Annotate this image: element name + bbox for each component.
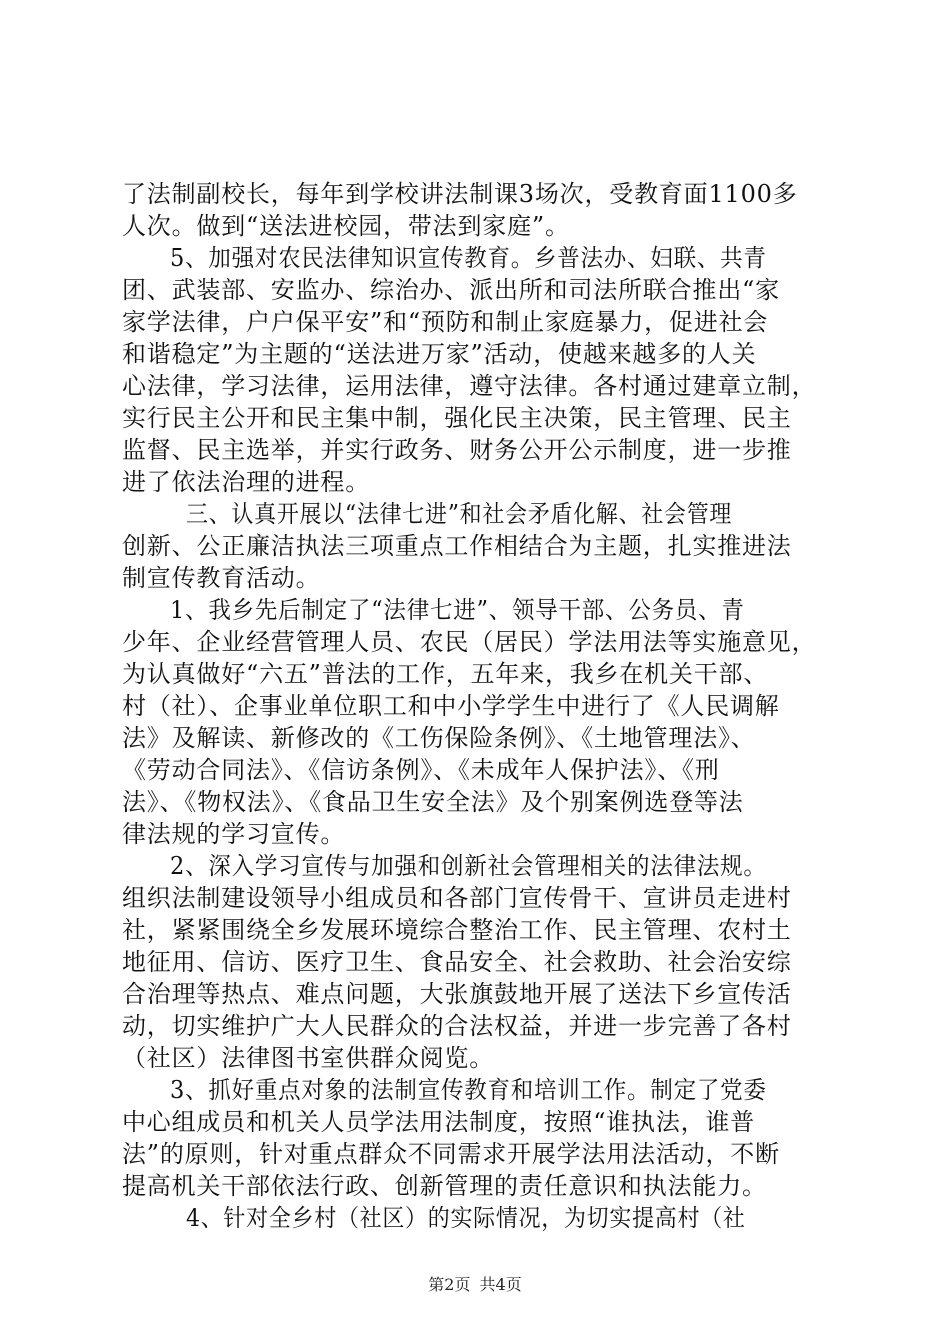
text-line: 制宣传教育活动。 xyxy=(122,564,321,592)
text-line: 团、武装部、安监办、综治办、派出所和司法所联合推出“家 xyxy=(122,276,780,304)
text-line: 为认真做好“六五”普法的工作，五年来，我乡在机关干部、 xyxy=(122,660,769,688)
text-line: 三、认真开展以“法律七进”和社会矛盾化解、社会管理 xyxy=(186,500,733,528)
text-line: 和谐稳定”为主题的“送法进万家”活动，使越来越多的人关 xyxy=(122,340,757,368)
text-line: 提高机关干部依法行政、创新管理的责任意识和执法能力。 xyxy=(122,1172,767,1200)
text-line: 合治理等热点、难点问题，大张旗鼓地开展了送法下乡宣传活 xyxy=(122,980,792,1008)
text-line: 1、我乡先后制定了“法律七进”、领导干部、公务员、青 xyxy=(170,596,745,624)
text-line: 了法制副校长，每年到学校讲法制课3场次，受教育面1100多 xyxy=(122,180,798,208)
text-line: 中心组成员和机关人员学法用法制度，按照“谁执法，谁普 xyxy=(122,1108,756,1136)
text-line: 2、深入学习宣传与加强和创新社会管理相关的法律法规。 xyxy=(170,852,767,880)
text-line: 组织法制建设领导小组成员和各部门宣传骨干、宣讲员走进村 xyxy=(122,884,792,912)
text-line: 村（社）、企事业单位职工和中小学学生中进行了《人民调解 xyxy=(122,692,780,720)
text-line: 法”的原则，针对重点群众不同需求开展学法用法活动，不断 xyxy=(122,1140,780,1168)
text-line: 家学法律，户户保平安”和“预防和制止家庭暴力，促进社会 xyxy=(122,308,769,336)
text-line: 《劳动合同法》、《信访条例》、《未成年人保护法》、《刑 xyxy=(122,756,720,784)
text-line: 地征用、信访、医疗卫生、食品安全、社会救助、社会治安综 xyxy=(122,948,792,976)
text-line: 少年、企业经营管理人员、农民（居民）学法用法等实施意见， xyxy=(122,628,817,656)
text-line: 4、针对全乡村（社区）的实际情况，为切实提高村（社 xyxy=(186,1204,746,1232)
page-total: 共4页 xyxy=(479,1275,522,1294)
text-line: 进了依法治理的进程。 xyxy=(122,468,370,496)
text-line: 3、抓好重点对象的法制宣传教育和培训工作。制定了党委 xyxy=(170,1076,767,1104)
page-number: 第2页 xyxy=(428,1275,471,1294)
text-line: 社，紧紧围绕全乡发展环境综合整治工作、民主管理、农村土 xyxy=(122,916,792,944)
text-line: 动，切实维护广大人民群众的合法权益，并进一步完善了各村 xyxy=(122,1012,792,1040)
page-footer xyxy=(0,1275,950,1295)
text-line: 律法规的学习宣传。 xyxy=(122,820,346,848)
text-line: 实行民主公开和民主集中制，强化民主决策，民主管理、民主 xyxy=(122,404,792,432)
text-line: 法》及解读、新修改的《工伤保险条例》、《土地管理法》、 xyxy=(122,724,756,752)
text-line: 5、加强对农民法律知识宣传教育。乡普法办、妇联、共青 xyxy=(170,244,767,272)
text-line: （社区）法律图书室供群众阅览。 xyxy=(122,1044,494,1072)
text-line: 创新、公正廉洁执法三项重点工作相结合为主题，扎实推进法 xyxy=(122,532,792,560)
text-line: 法》、《物权法》、《食品卫生安全法》及个别案例选登等法 xyxy=(122,788,744,816)
text-line: 人次。做到“送法进校园，带法到家庭”。 xyxy=(122,212,570,240)
text-line: 心法律，学习法律，运用法律，遵守法律。各村通过建章立制， xyxy=(122,372,817,400)
text-line: 监督、民主选举，并实行政务、财务公开公示制度，进一步推 xyxy=(122,436,792,464)
